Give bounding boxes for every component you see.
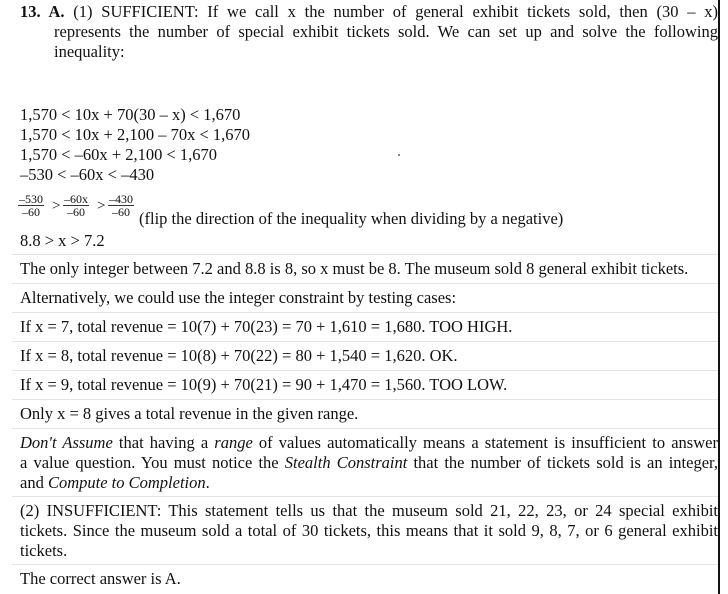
statement1-line3: inequality: — [54, 42, 125, 61]
inequality-line4: –530 < –60x < –430 — [20, 165, 155, 184]
dont-assume-line2 — [20, 454, 718, 472]
statement1-line2: represents the number of special exhibit tickets sold. We can set up and solve the following — [54, 22, 718, 41]
separator — [12, 312, 718, 313]
fraction-3-denominator: –60 — [112, 205, 130, 219]
dont-assume-text: that the number of tickets sold is an integer, — [407, 453, 718, 472]
fraction-3-numerator: –430 — [109, 192, 133, 206]
case-x-7: If x = 7, total revenue = 10(7) + 70(23) = 70 + 1,610 = 1,680. TOO HIGH. — [20, 317, 513, 336]
statement2-line1: (2) INSUFFICIENT: This statement tells us that the museum sold 21, 22, 23, or 24 special exhibit — [20, 501, 718, 520]
range-term: range — [214, 433, 253, 452]
fraction-3 — [108, 193, 134, 218]
alternative-intro: Alternatively, we could use the integer constraint by testing cases: — [20, 288, 457, 307]
flip-note: (flip the direction of the inequality when dividing by a negative) — [139, 209, 564, 228]
separator — [12, 564, 718, 565]
integer-paragraph: The only integer between 7.2 and 8.8 is 8, so x must be 8. The museum sold 8 general exhibit tickets. — [20, 259, 689, 278]
fraction-1-denominator: –60 — [22, 205, 40, 219]
dont-assume-line3 — [20, 474, 210, 492]
dont-assume-text: of values automatically means a statement is insufficient to answer — [252, 433, 718, 452]
statement1-line1 — [20, 3, 718, 21]
case-x-8: If x = 8, total revenue = 10(8) + 70(22) = 80 + 1,540 = 1,620. OK. — [20, 346, 458, 365]
dont-assume-text: a value question. You must notice the — [20, 453, 285, 472]
fraction-2-numerator: –60x — [64, 192, 88, 206]
inequality-line3: 1,570 < –60x + 2,100 < 1,670 — [20, 145, 218, 164]
inequality-result: 8.8 > x > 7.2 — [20, 231, 105, 250]
separator — [12, 496, 718, 497]
fraction-1-numerator: –530 — [19, 192, 43, 206]
separator — [12, 341, 718, 342]
question-number: 13. A. — [20, 2, 65, 21]
dont-assume-term: Don't Assume — [20, 433, 113, 452]
gt-symbol-2: > — [97, 198, 106, 214]
statement2-line2: tickets. Since the museum sold a total of 30 tickets, this means that it sold 9, 8, 7, or 6 general exhibit — [20, 521, 718, 540]
inequality-line1: 1,570 < 10x + 70(30 – x) < 1,670 — [20, 105, 241, 124]
fraction-2 — [63, 193, 89, 218]
stealth-constraint-term: Stealth Constraint — [284, 453, 408, 472]
statement1-intro: (1) SUFFICIENT: If we call x the number of general exhibit tickets sold, then (30 – x) — [73, 2, 718, 21]
gt-symbol-1: > — [52, 198, 61, 214]
only-x-8: Only x = 8 gives a total revenue in the given range. — [20, 404, 359, 423]
page-edge-rule — [718, 0, 720, 594]
separator — [12, 399, 718, 400]
dont-assume-line1 — [20, 434, 718, 452]
dont-assume-text: and — [20, 473, 48, 492]
inequality-line2: 1,570 < 10x + 2,100 – 70x < 1,670 — [20, 125, 251, 144]
dont-assume-text: that having a — [112, 433, 215, 452]
compute-to-completion-term: Compute to Completion — [47, 473, 206, 492]
fraction-1 — [18, 193, 44, 218]
stray-dot — [398, 154, 400, 156]
separator — [12, 370, 718, 371]
separator — [12, 283, 718, 284]
dont-assume-text: . — [205, 473, 210, 492]
separator — [12, 428, 718, 429]
fraction-2-denominator: –60 — [67, 205, 85, 219]
answer-line: The correct answer is A. — [20, 569, 181, 588]
statement2-line3: tickets. — [20, 541, 68, 560]
case-x-9: If x = 9, total revenue = 10(9) + 70(21) = 90 + 1,470 = 1,560. TOO LOW. — [20, 375, 508, 394]
separator — [12, 254, 718, 255]
